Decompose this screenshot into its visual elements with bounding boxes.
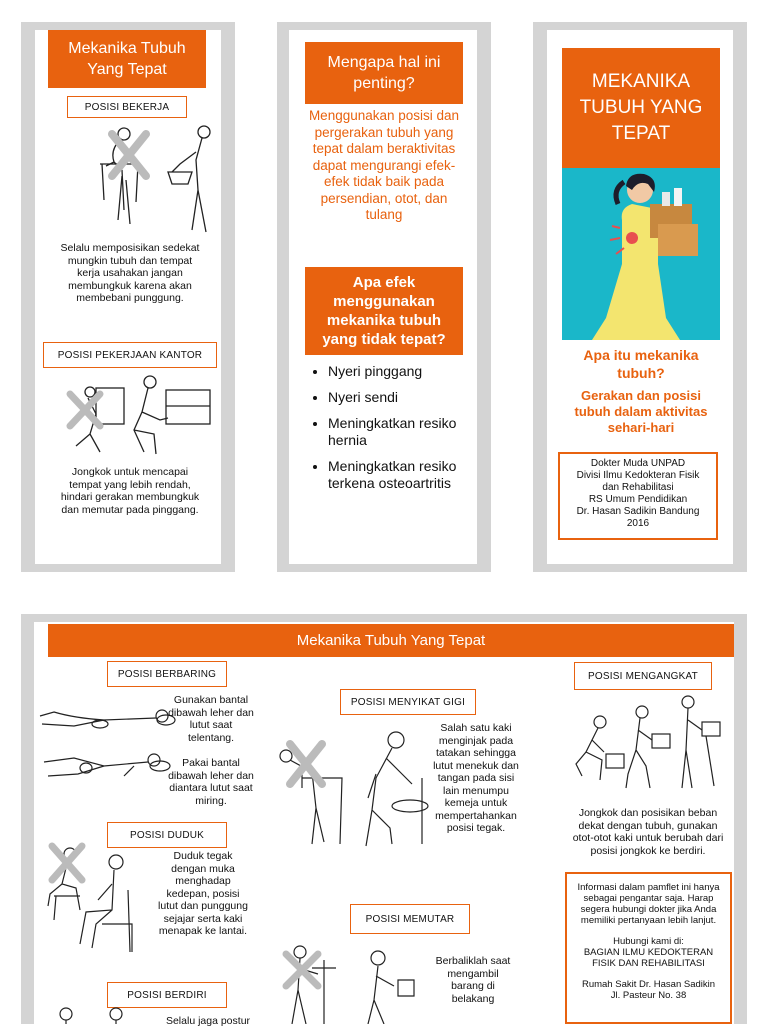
text-posisi-mengangkat: Jongkok dan posisikan beban dekat dengan tubuh, gunakan otot-otot kaki untuk berubah dari posisi jongkok ke berdiri. (572, 807, 724, 857)
effect-item: • Nyeri pinggang (328, 363, 486, 380)
cover-question: Apa itu mekanika tubuh? (583, 347, 699, 381)
info-box (565, 872, 732, 1024)
credit-line: 2016 (626, 518, 650, 529)
text-berbaring-telentang: Gunakan bantal dibawah leher dan lutut saat telentang. (168, 694, 254, 744)
text-posisi-memutar: Berbaliklah saat mengambil barang di belakang (435, 955, 511, 1005)
figure-posisi-berbaring (34, 696, 176, 786)
text-posisi-bekerja: Selalu memposisikan sedekat mungkin tubuh dan tempat kerja usahakan jangan membungkuk karena akan membebani punggung. (60, 242, 200, 304)
tag-posisi-duduk: POSISI DUDUK (107, 822, 227, 848)
effects-list (310, 363, 486, 501)
figure-posisi-mengangkat (566, 690, 726, 794)
tag-posisi-pekerjaan-kantor: POSISI PEKERJAAN KANTOR (43, 342, 217, 368)
cover-illustration (562, 168, 720, 340)
text-posisi-menyikat-gigi: Salah satu kaki menginjak pada tatakan sehingga lutut menekuk dan tangan pada sisi lain menumpu kemeja untuk mempertahankan posisi tegak. (433, 722, 519, 834)
effects-title: Apa efek menggunakan mekanika tubuh yang tidak tepat? (305, 267, 463, 355)
tag-posisi-memutar: POSISI MEMUTAR (350, 904, 470, 934)
cover-answer: Gerakan dan posisi tubuh dalam aktivitas sehari-hari (574, 388, 708, 435)
figure-posisi-pekerjaan-kantor (56, 374, 214, 460)
figure-posisi-duduk (40, 840, 144, 970)
contact-dept: BAGIAN ILMU KEDOKTERAN FISIK DAN REHABILITASI (583, 947, 714, 969)
cover-title: MEKANIKA TUBUH YANG TEPAT (562, 48, 720, 168)
credit-line: Divisi Ilmu Kedokteran Fisik dan Rehabilitasi (576, 470, 700, 493)
figure-posisi-memutar (274, 940, 434, 1024)
effect-item: • Meningkatkan resiko hernia (328, 415, 486, 449)
contact-title: Hubungi kami di: (613, 936, 684, 947)
tag-posisi-berdiri: POSISI BERDIRI (107, 982, 227, 1008)
credit-line: RS Umum Pendidikan (588, 494, 688, 505)
credit-line: Dr. Hasan Sadikin Bandung (576, 506, 700, 517)
contact-address: Jl. Pasteur No. 38 (610, 990, 687, 1001)
panel-middle-title: Mengapa hal ini penting? (305, 42, 463, 104)
tag-posisi-menyikat-gigi: POSISI MENYIKAT GIGI (340, 689, 476, 715)
contact-hospital: Rumah Sakit Dr. Hasan Sadikin (581, 979, 716, 990)
text-posisi-berdiri: Selalu jaga postur (165, 1015, 251, 1027)
figure-posisi-menyikat-gigi (272, 718, 432, 850)
panel-left-title: Mekanika Tubuh Yang Tepat (48, 30, 206, 88)
effect-item: • Meningkatkan resiko terkena osteoartritis (328, 458, 486, 492)
tag-posisi-bekerja: POSISI BEKERJA (67, 96, 187, 118)
credit-line: Dokter Muda UNPAD (590, 458, 686, 469)
tag-posisi-mengangkat: POSISI MENGANGKAT (574, 662, 712, 690)
tag-posisi-berbaring: POSISI BERBARING (107, 661, 227, 687)
bottom-title: Mekanika Tubuh Yang Tepat (48, 624, 734, 657)
figure-posisi-berdiri (54, 1004, 144, 1024)
text-posisi-pekerjaan-kantor: Jongkok untuk mencapai tempat yang lebih rendah, hindari gerakan membungkuk dan memutar pada pinggang. (60, 466, 200, 516)
figure-posisi-bekerja (92, 120, 222, 238)
text-alasan-penting: Menggunakan posisi dan pergerakan tubuh yang tepat dalam beraktivitas dapat mengurangi efek-efek tidak baik pada persendian, otot, dan tulang (308, 108, 460, 222)
cover-credits (558, 452, 718, 540)
text-berbaring-miring: Pakai bantal dibawah leher dan diantara lutut saat miring. (168, 757, 254, 807)
info-text: Informasi dalam pamflet ini hanya sebagai pengantar saja. Harap segera hubungi dokter jika Anda memiliki pertanyaan lebih lanjut. (577, 882, 720, 926)
effect-item: • Nyeri sendi (328, 389, 486, 406)
text-posisi-duduk: Duduk tegak dengan muka menghadap kedepan, posisi lutut dan punggung sejajar serta kaki menapak ke lantai. (158, 850, 248, 937)
